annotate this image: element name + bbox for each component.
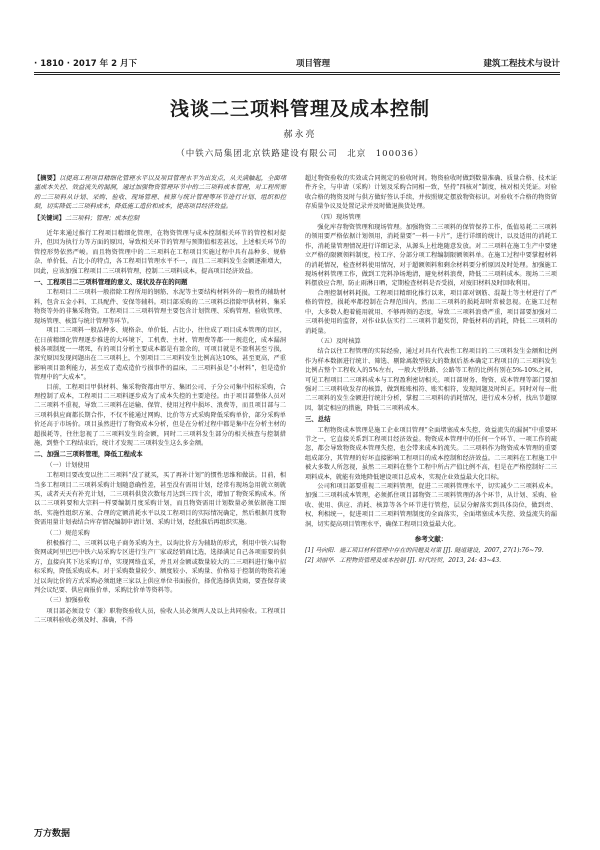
body-paragraph: 项目部必须设专（兼）职物资验收人员，验收人员必须两人及以上共同验收。工程项目二三项料验收必须及时、准确，不得 [34, 607, 286, 625]
article-title: 浅谈二三项料管理及成本控制 [169, 98, 430, 120]
body-paragraph: 工程物资成本管理是施工企业项目管理“全面堵塞成本失控、效益流失的漏洞”中重要环节之一，它直接关系到工程项目经济效益。物资成本管理中的任何一个环节、一项工作的疏忽，都会导致物资成本管理失控，也会带来成本的流失。二三项料作为物资成本管理的重要组成部分，其管理的好坏直接影响工程项目的成本控制和经济效益。二三项料在工程施工中被大多数人所忽视，虽然二三项料在整个工程中所占产值比例不高，但是在严格控制好二三项料成本，就能有效地降低建设项目总成本，实现企业效益最大化目标。 [305, 426, 557, 481]
article-author: 郝永亮 [283, 130, 317, 140]
header-rule [34, 72, 560, 73]
left-column [34, 174, 286, 626]
section-name: 项目管理 [296, 59, 331, 69]
article-affiliation: （中铁六局集团北京铁路建设有限公司 北京 100036） [176, 149, 424, 159]
body-paragraph: 积极推行二、三项料以电子商务采购为主，以询比价方为辅助的形式，利用中铁六局物资网或阿里巴巴中铁六局采购专区进行生产厂家或经销商比选，选择满足自己各项需要的供方，直接向其下达采购订单，实现网络直采，并且对金额或数量较大的二三项料进行集中招标采购，降低采购成本。对于采购数量较少、额度较小、采购量、价格易于控制的物资若通过以询比价的方式采购必须组建三家以上供应单位书面报价，择优选择供货商，要查保存谈判会议纪要、供应商报价单，采购比价单等资料等。 [34, 540, 286, 595]
body-paragraph: 近年来通过推行工程项目精细化管理，在物资管理与成本控制相关环节的管控相对提升，但因为执行力等方面的原因，导致相关环节的管理与预期值相差甚远，上述相关环节的管控形势依然严峻。而且物资管理中的二三项料在工程项目实施过程中具有品种多、规格杂、单价低、占比小的特点，各工程项目管理水平不一，而且二三项料发生金额逐渐增大，因此，应该加强工程项目二三项料管理，控制二三项料成本，提高项目经济效益。 [34, 230, 286, 275]
subsection-heading: （一）计划使用 [46, 461, 90, 469]
running-header [34, 54, 560, 70]
keywords-text: 二三项料；管理；成本控制 [64, 214, 140, 222]
section-heading: 三、总结 [305, 415, 331, 424]
body-paragraph: 合理控制材料耗损。工程项目精细化推行以来，项目部对钢筋、混凝土等主材进行了严格的管控，损耗率都控制在合理范围内，然而二三项料的损耗却时常被忽视。在施工过程中，大多数人抱着能用就用、不够再领的态度，导致二三项料浪费严重，项目部要加强对二三项料使用的监督，对作业队伍实行二三项料节超奖罚，降低材料的消耗，降低二三项料的消耗量。 [305, 289, 557, 335]
body-paragraph: 结合以往工程管理的实际经验，通过对具有代表性工程项目的二三项料发生金额和比例作为样本数据进行统计、筛选、剔除离散型较大的数据后基本确定工程项目的二三项料发生比例占整个工程收入的5%左右，一般大型铁路、公路等工程的比例有别在5%-10%之间，可见工程项目二三项料成本与工程盈利密切相关。项目部财务、物资、成本管理等部门要加强对二三项料收发存的核算，做到账账相符、账实相符，发现问题及时纠正。同时对每一批二三项料的发生金额进行统计分析，掌握二三项料的消耗情况，进行成本分析，找出节超原因，制定相应的措施，降低二三项料成本。 [305, 348, 557, 412]
subsection-heading: （四）现场管理 [317, 213, 361, 221]
keywords [34, 214, 286, 223]
subsection-heading: （五）及时核算 [317, 337, 361, 345]
body-paragraph: 项目二三项料一般品种多、规格杂、单价低、占比小，往往成了项目成本管理的盲区，在日前精细化管理逐步推进的大环境下，工机费、主材、管理费等都一一规范化，成本漏洞被各项制度一一堵死，有的项目分析主要成本都是有盈余的，可项目就是不盈利甚至亏损，深究原因发现问题出在二三项料上，个别项目二三项料发生比例高达10%，甚至更高，严重影响项目盈利能力，甚至成了造成造价亏损事件的温床，二三项料虽是“小材料”，但是造价管理中的“大成本”。 [34, 327, 286, 382]
body-paragraph: 目前，工程项目甲供材料、集采物资都由甲方、集团公司、子分公司集中招标采购，合理控制了成本，工程项目二三项料逐步成为了成本失控的主要途径。由于项目部整体人员对二三项料不重视，导致二三项料在运输、保管、使用过程中损坏、浪费等，而且项目部与二三项料供应商都长期合作，不仅不能通过网购、比价等方式采购降低采购单价，部分采购单价还高于市场价。项目虽然进行了物资成本分析，但是在分析过程中都是集中在分析主材的超损耗等，往往忽视了二三项料发生的金额，同时二三项料发生部分的相关核查与控制措施，到整个工程结束后，统计才发现二三项料发生这么多金额。 [34, 383, 286, 447]
references-heading: 参考文献： [414, 535, 448, 544]
abstract-label: 【摘要】 [34, 175, 60, 182]
body-paragraph: 超过物资验收的实效或合同规定的验收时间。物资验收时做到数量准确、质量合格、技术证件齐全，与申请（采购）计划及采购合同相一致，坚持“四核对”制度，核对相关凭证。对验收合格的物资及时与供方做好签认手续，并按照规定摆放物资标识。对验收不合格的物资留存质量争议及处置记录并及时做退换货处理。 [305, 175, 557, 211]
section-heading: 一、工程项目二三项料管理的意义、现状及存在的问题 [34, 278, 188, 287]
left-body [34, 229, 286, 626]
body-paragraph: 工程项目二三项料一般指除工程所用的钢筋、水泥等主要结构材料外的一般性的辅助材料，包含五金小料、工具配件、安保等辅料。项目部采购的二三项料泛指除甲供材料、集采物资等外的非集采物资。工程项目二三项料管理主要包含计划管理、采购管理、验收管理、现场管理、核算与统计管理等环节。 [34, 289, 286, 325]
reference-item: [2] 刘丽华．工程物资管理及成本控制 [J]. 时代经贸，2013, 24: 43~43. [305, 556, 502, 564]
section-heading: 二、加强二三项料管理，降低工程成本 [34, 450, 143, 459]
header-rule-thin [34, 74, 560, 75]
right-column [305, 174, 557, 565]
abstract-text: 以提高工程项目精细化管理水平以及项目管理水平为出发点，从关满触起，全面堵塞成本失控、效益流失的漏洞，通过加强物资管理环节中的二三项料成本管理，对工程所需的二三项料从计划、采购、验收、现场管理、核算与统计管理等环节进行计划、组织和控制，切实降低二三项料成本，降低施工造价和成本，提高项目经济效益。 [34, 175, 287, 211]
keywords-label: 【关键词】 [34, 214, 65, 222]
subsection-heading: （二）规范采购 [46, 529, 90, 537]
journal-name: 建筑工程技术与设计 [483, 59, 560, 69]
subsection-heading: （三）加强验收 [46, 597, 90, 605]
body-paragraph: 强化库存物资管理和现场管理。加强物资二三项料的保管保养工作，低值易耗二三项料的领用要严格依据计划领用，消耗量要“一料一卡片”，进行详细的统计，以及适用的消耗工作，消耗量管理情况进行详细记录，从源头上杜绝随意发放。对二三项料在施工生产中要建立严格的限额领料制度，按工序、分部分项工程编制限额领料单。在施工过程中要掌握材料的消耗情况，检查材料使用情况，对于超额领料和剩余材料要分析原因及时处理。加强施工现场材料管理工作，做到工完料净场地清，避免材料浪费，降低二三项料成本。现场二三项料摆放应合理，防止雨淋日晒，定期检查材料是否受损，对废旧材料及时回收利用。 [305, 224, 557, 288]
body-paragraph: 工程项目要改变以往二三项料“没了就买，买了再补计划”的惯性思维和做法。目前，相当多工程项目二三项料采购计划随意确性差，甚至没有需用计划，经常有现场急用就立刻就买，或者天天有补充计划，二三项料供货次数每月达到三四十次，增加了物资采购成本。所以二三项料要和大宗料一样要编制月度采购计划，而且物资需用计划数量必须依据施工图纸、实施性组织方案、合理的定额消耗水平以及工程项目的实际情况确定，然后根据月度物资需用量计划表结合库存情况编制申请计划、采购计划，经批准后再组织实施。 [34, 472, 286, 527]
body-paragraph: 公司和项目部要重视二三项料管理，促进二三项料管理水平，切实减少二三项料成本。加强二三项料成本管理，必须抓住项目部物资二三项料管理的各个环节，从计划、采购、验收、使用、供应、消耗、核算等各个环节进行管控，层层分解落实到具体岗位，做到责、权、利相统一，促进项目二三项料管理制度的全面落实，全面堵塞成本失控、效益流失的漏洞，切实提高项目管理水平，确保工程项目效益最大化。 [305, 483, 557, 528]
reference-item: [1] 马向阳．施工项目材料管理中存在的问题及对策 [J]. 隧道建设，2007, 27(1):76~79. [305, 547, 544, 555]
abstract [34, 174, 286, 212]
right-body [305, 174, 557, 565]
issue-info: · 1810 · 2017 年 2 月下 [34, 59, 137, 69]
footer-brand: 万方数据 [34, 829, 71, 839]
